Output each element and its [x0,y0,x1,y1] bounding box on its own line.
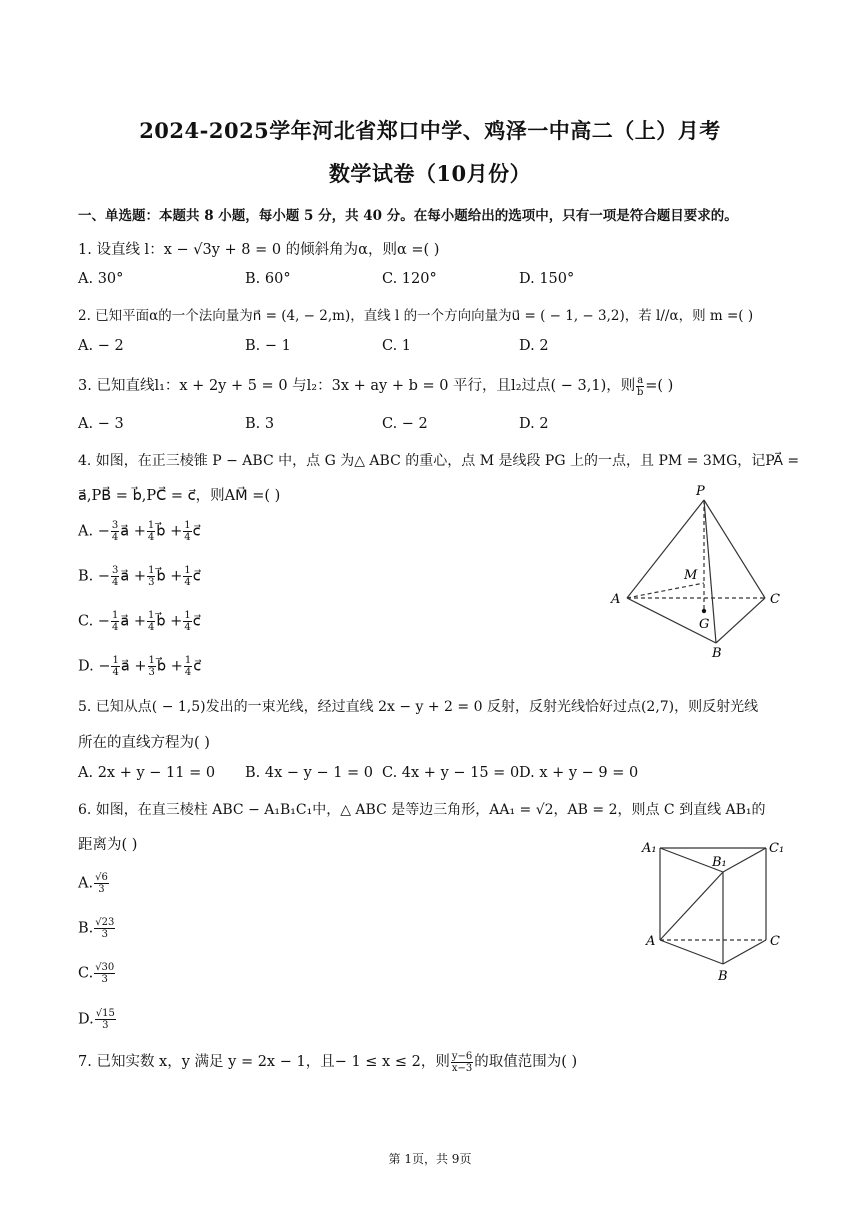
q5-option-c: C. 4x + y − 15 = 0 [382,765,520,781]
label-g: G [699,617,710,632]
q6-prism-figure [636,830,796,990]
edge-bc [716,598,765,643]
q7-frac-num: y−6 [451,1050,473,1062]
question-7-stem [78,1050,577,1074]
q3-option-a: A. − 3 [78,416,124,432]
title-line-1: 2024-2025学年河北省郑口中学、鸡泽一中高二（上）月考 [139,118,721,143]
question-5-stem-1: 5. 已知从点( − 1,5)发出的一束光线，经过直线 2x − y + 2 = 0 反射，反射光线恰好过点(2,7)，则反射光线 [78,699,759,715]
q1-option-a: A. 30° [78,271,124,287]
question-4-stem-1: 4. 如图，在正三棱锥 P − ABC 中，点 G 为△ ABC 的重心，点 M 是线段 PG 上的一点，且 PM = 3MG，记PA⃗ = [78,453,800,469]
title-line-2: 数学试卷（10月份） [328,161,532,186]
q7-stem-b: 的取值范围为( ) [474,1054,578,1070]
edge-pc [704,500,765,598]
q4-option-d: D. − $\frac{1}{4}$ a⃗ + $\frac{1}{3}$ b⃗ + $\frac{1}{4}$ c⃗ [78,655,202,678]
label-c: C [770,592,780,607]
q3-option-d: D. 2 [519,416,549,432]
label-c1: C₁ [769,841,785,856]
q5-option-b: B. 4x − y − 1 = 0 [245,765,374,781]
question-2-stem: 2. 已知平面α的一个法向量为n⃗ = (4, − 2,m)，直线 l 的一个方向向量为u⃗ = ( − 1, − 3,2)，若 l//α，则 m =( ) [78,308,754,324]
q3-frac-den: b [637,386,644,398]
q3-frac-num: a [637,374,644,386]
section-header: 一、单选题：本题共 8 小题，每小题 5 分，共 40 分。在每小题给出的选项中，只有一项是符合题目要求的。 [78,208,738,224]
label-a: A [646,934,656,949]
q3-fraction [636,375,644,398]
q5-option-d: D. x + y − 9 = 0 [519,765,639,781]
q3-stem-a: 3. 已知直线l₁：x + 2y + 5 = 0 与l₂：3x + ay + b = 0 平行，且l₂过点( − 3,1)，则 [78,378,636,394]
q1-option-d: D. 150° [519,271,575,287]
label-m: M [684,568,698,583]
question-6-stem-2: 距离为( ) [78,837,138,853]
label-p: P [696,484,705,499]
label-b: B [712,646,722,660]
q4-option-a: A. − $\frac{3}{4}$ a⃗ + $\frac{1}{4}$ b⃗ + $\frac{1}{4}$ c⃗ [78,520,201,543]
question-3-stem [78,374,673,398]
q7-frac-den: x−3 [451,1062,473,1074]
label-a: A [611,592,621,607]
q4-tetrahedron-figure [600,480,800,660]
q2-option-b: B. − 1 [245,338,291,354]
edge-ab [660,940,723,964]
q4-option-b: B. − $\frac{3}{4}$ a⃗ + $\frac{1}{3}$ b⃗ + $\frac{1}{4}$ c⃗ [78,565,201,588]
q2-option-c: C. 1 [382,338,412,354]
q3-option-c: C. − 2 [382,416,428,432]
q1-option-b: B. 60° [245,271,291,287]
q1-option-c: C. 120° [382,271,437,287]
label-b: B [718,969,728,984]
edge-bc [723,940,766,964]
q4-option-c: C. − $\frac{1}{4}$ a⃗ + $\frac{1}{4}$ b⃗ + $\frac{1}{4}$ c⃗ [78,610,201,633]
edge-pa [627,500,704,598]
segment-am-hidden [627,583,704,598]
page-footer: 第 1页，共 9页 [388,1152,472,1166]
question-6-stem-1: 6. 如图，在直三棱柱 ABC − A₁B₁C₁中，△ ABC 是等边三角形，AA₁ = √2，AB = 2，则点 C 到直线 AB₁的 [78,802,766,818]
q5-option-a: A. 2x + y − 11 = 0 [78,765,216,781]
q6-option-a: A. $\frac{√6}{3}$ [78,872,108,895]
q2-option-d: D. 2 [519,338,549,354]
edge-b1c1 [723,848,766,872]
q7-stem-a: 7. 已知实数 x，y 满足 y = 2x − 1，且− 1 ≤ x ≤ 2，则 [78,1054,450,1070]
q6-option-d: D. $\frac{√15}{3}$ [78,1008,115,1031]
label-c: C [770,934,780,949]
label-a1: A₁ [642,841,657,856]
point-g-dot [702,609,706,613]
question-1-stem: 1. 设直线 l：x − √3y + 8 = 0 的倾斜角为α，则α =( ) [78,242,440,258]
q2-option-a: A. − 2 [78,338,124,354]
question-5-stem-2: 所在的直线方程为( ) [78,735,210,751]
segment-ab1 [660,872,723,940]
q3-option-b: B. 3 [245,416,275,432]
q7-fraction [451,1051,473,1074]
q3-stem-b: =( ) [645,378,674,394]
q6-option-c: C. $\frac{√30}{3}$ [78,962,115,985]
question-4-stem-2: a⃗,PB⃗ = b⃗,PC⃗ = c⃗，则AM⃗ =( ) [78,488,281,504]
label-b1: B₁ [712,855,727,870]
q6-option-b: B. $\frac{√23}{3}$ [78,917,115,940]
